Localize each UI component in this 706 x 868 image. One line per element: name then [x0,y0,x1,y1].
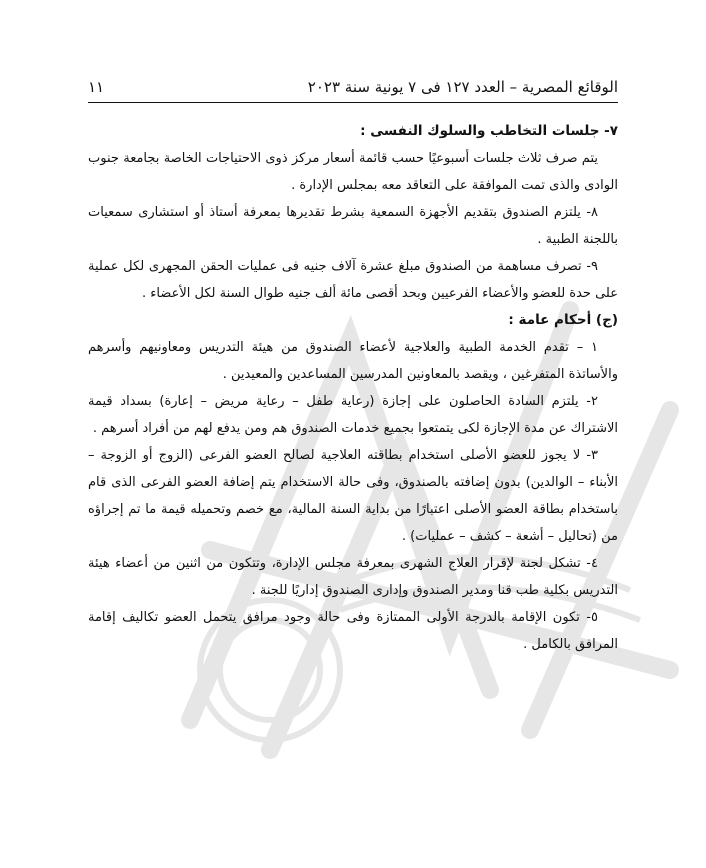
paragraph-provision-5: ٥- تكون الإقامة بالدرجة الأولى الممتازة وفى حالة وجود مرافق يتحمل العضو تكاليف إقامة المرافق بالكامل . [88,610,618,652]
paragraph-speech-sessions: يتم صرف ثلاث جلسات أسبوعيًا حسب قائمة أسعار مركز ذوى الاحتياجات الخاصة بجامعة جنوب الوادى والذى تمت الموافقة على التعاقد معه بمجلس الإدارة . [88,151,618,193]
header-divider [88,102,618,103]
paragraph-icsi-contribution: ٩- تصرف مساهمة من الصندوق مبلغ عشرة آلاف جنيه فى عمليات الحقن المجهرى لكل عملية على حدة للعضو والأعضاء الفرعيين وبحد أقصى مائة ألف جنيه طوال السنة لكل الأعضاء . [88,259,618,301]
page-number: ١١ [88,78,105,96]
page-header [88,64,618,96]
section-heading-general-provisions: (ج) أحكام عامة : [508,312,618,328]
paragraph-provision-2: ٢- يلتزم السادة الحاصلون على إجازة (رعاية طفل – رعاية مريض – إعارة) بسداد قيمة الاشتراك عن مدة الإجازة لكى يتمتعوا بجميع خدمات الصندوق هم ومن يدفع لهم من أفراد أسرهم . [88,394,618,436]
section-heading-speech-therapy: ٧- جلسات التخاطب والسلوك النفسى : [360,123,618,139]
document-body [88,118,618,658]
paragraph-provision-1: ١ – تقدم الخدمة الطبية والعلاجية لأعضاء الصندوق من هيئة التدريس ومعاونيهم وأسرهم والأساتذة المتفرغين ، ويقصد بالمعاونين المدرسين المساعدين والمعيدين . [88,340,618,382]
paragraph-provision-4: ٤- تشكل لجنة لإقرار العلاج الشهرى بمعرفة مجلس الإدارة، وتتكون من اثنين من أعضاء هيئة التدريس بكلية طب قنا ومدير الصندوق وإدارى الصندوق إداريًا للجنة . [88,556,618,598]
paragraph-hearing-devices: ٨- يلتزم الصندوق بتقديم الأجهزة السمعية بشرط تقديرها بمعرفة أستاذ أو استشارى سمعيات باللجنة الطبية . [88,205,618,247]
paragraph-provision-3: ٣- لا يجوز للعضو الأصلى استخدام بطاقته العلاجية لصالح العضو الفرعى (الزوج أو الزوجة – الأبناء – الوالدين) بدون إضافته بالصندوق، وفى حالة الاستخدام يتم إضافة العضو الفرعى الذى قام باستخدام بطاقة العضو الأصلى اعتبارًا من بداية السنة المالية، مع خصم وتحميله قيمة ما تم إجراؤه من (تحاليل – أشعة – كشف – عمليات) . [88,448,618,544]
journal-title: الوقائع المصرية – العدد ١٢٧ فى ٧ يونية سنة ٢٠٢٣ [307,78,618,96]
